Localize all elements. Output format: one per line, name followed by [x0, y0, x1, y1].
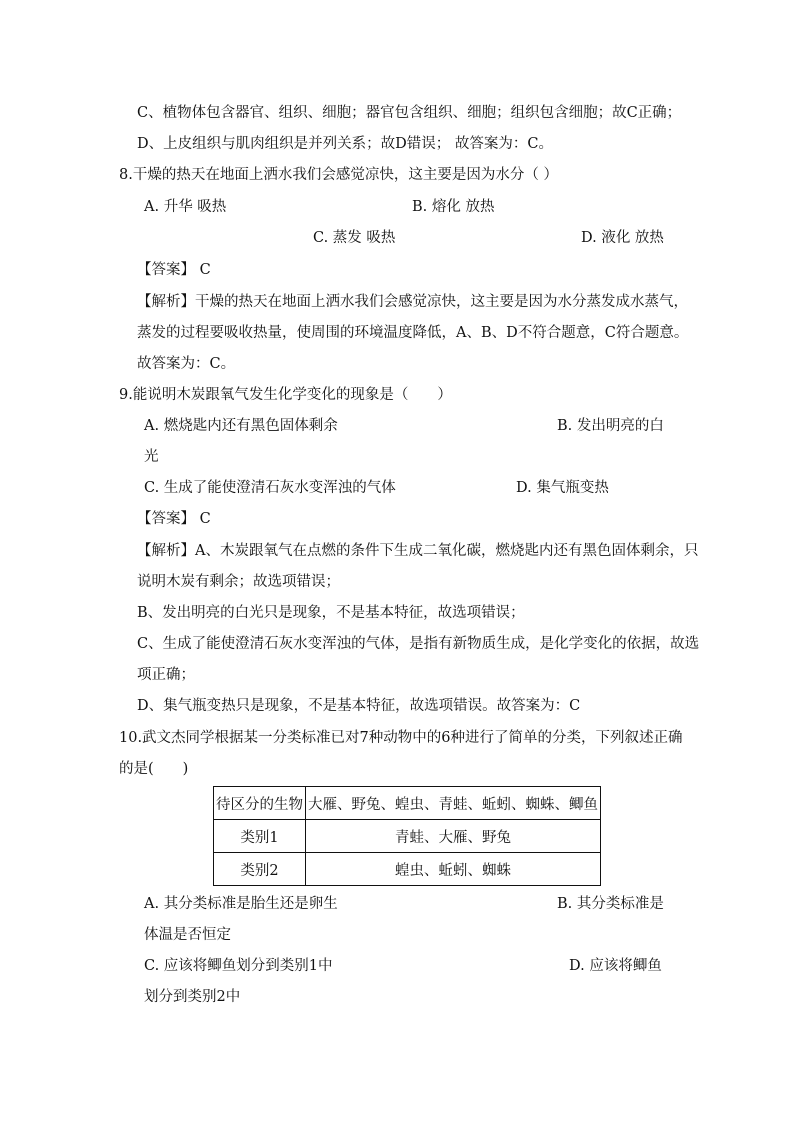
q9-answer: 【答案】 C: [137, 511, 211, 527]
q8-explanation-line-3: 故答案为：C。: [137, 356, 236, 372]
question-9-stem: 9.能说明木炭跟氧气发生化学变化的现象是（ ）: [119, 387, 452, 403]
q8-option-a: A. 升华 吸热: [144, 199, 227, 215]
q9-explanation-line-2: 说明木炭有剩余；故选项错误；: [137, 574, 340, 590]
q7-option-d-explanation: D、上皮组织与肌肉组织是并列关系；故D错误； 故答案为：C。: [137, 136, 553, 152]
q9-explanation-line-5: 项正确；: [137, 667, 195, 683]
q8-option-b: B. 熔化 放热: [412, 199, 495, 215]
q9-option-a: A. 燃烧匙内还有黑色固体剩余: [144, 418, 338, 434]
q8-option-d: D. 液化 放热: [581, 230, 664, 246]
table-cell-label: 类别1: [214, 820, 306, 853]
table-cell-value: 蝗虫、蚯蚓、蜘蛛: [306, 853, 601, 886]
table-cell-value: 大雁、野兔、蝗虫、青蛙、蚯蚓、蜘蛛、鲫鱼: [306, 787, 601, 820]
table-cell-label: 类别2: [214, 853, 306, 886]
q8-option-c: C. 蒸发 吸热: [313, 230, 396, 246]
q10-option-c: C. 应该将鲫鱼划分到类别1中: [144, 958, 333, 974]
question-10-stem-line-2: 的是( ): [119, 761, 189, 777]
q9-explanation-line-3: B、发出明亮的白光只是现象，不是基本特征，故选项错误；: [137, 605, 525, 621]
q8-explanation-line-2: 蒸发的过程要吸收热量，使周围的环境温度降低，A、B、D不符合题意，C符合题意。: [137, 325, 689, 341]
q10-option-a: A. 其分类标准是胎生还是卵生: [144, 896, 338, 912]
table-cell-value: 青蛙、大雁、野兔: [306, 820, 601, 853]
q9-explanation-line-4: C、生成了能使澄清石灰水变浑浊的气体，是指有新物质生成，是化学变化的依据，故选: [137, 636, 700, 652]
q9-option-b-continued: 光: [144, 449, 159, 465]
table-row: [214, 853, 601, 886]
q9-option-c: C. 生成了能使澄清石灰水变浑浊的气体: [144, 480, 396, 496]
q10-option-b-continued: 体温是否恒定: [144, 927, 231, 943]
table-row: [214, 820, 601, 853]
question-8-stem: 8.干燥的热天在地面上洒水我们会感觉凉快，这主要是因为水分（ ）: [119, 167, 558, 183]
q10-option-b: B. 其分类标准是: [557, 896, 664, 912]
q8-answer: 【答案】 C: [137, 262, 211, 278]
q9-option-d: D. 集气瓶变热: [516, 480, 609, 496]
question-10-stem-line-1: 10.武文杰同学根据某一分类标准已对7种动物中的6种进行了简单的分类，下列叙述正确: [119, 730, 683, 746]
q10-option-d-continued: 划分到类别2中: [144, 989, 241, 1005]
q9-explanation-line-1: 【解析】A、木炭跟氧气在点燃的条件下生成二氧化碳，燃烧匙内还有黑色固体剩余，只: [137, 543, 699, 559]
table-row: [214, 787, 601, 820]
q7-option-c-explanation: C、植物体包含器官、组织、细胞；器官包含组织、细胞；组织包含细胞；故C正确；: [137, 105, 682, 121]
classification-table: [213, 786, 601, 886]
table-cell-label: 待区分的生物: [214, 787, 306, 820]
q9-option-b: B. 发出明亮的白: [557, 418, 664, 434]
q10-option-d: D. 应该将鲫鱼: [569, 958, 662, 974]
q9-explanation-line-6: D、集气瓶变热只是现象，不是基本特征，故选项错误。故答案为：C: [137, 698, 581, 714]
q8-explanation-line-1: 【解析】干燥的热天在地面上洒水我们会感觉凉快，这主要是因为水分蒸发成水蒸气，: [137, 294, 688, 310]
